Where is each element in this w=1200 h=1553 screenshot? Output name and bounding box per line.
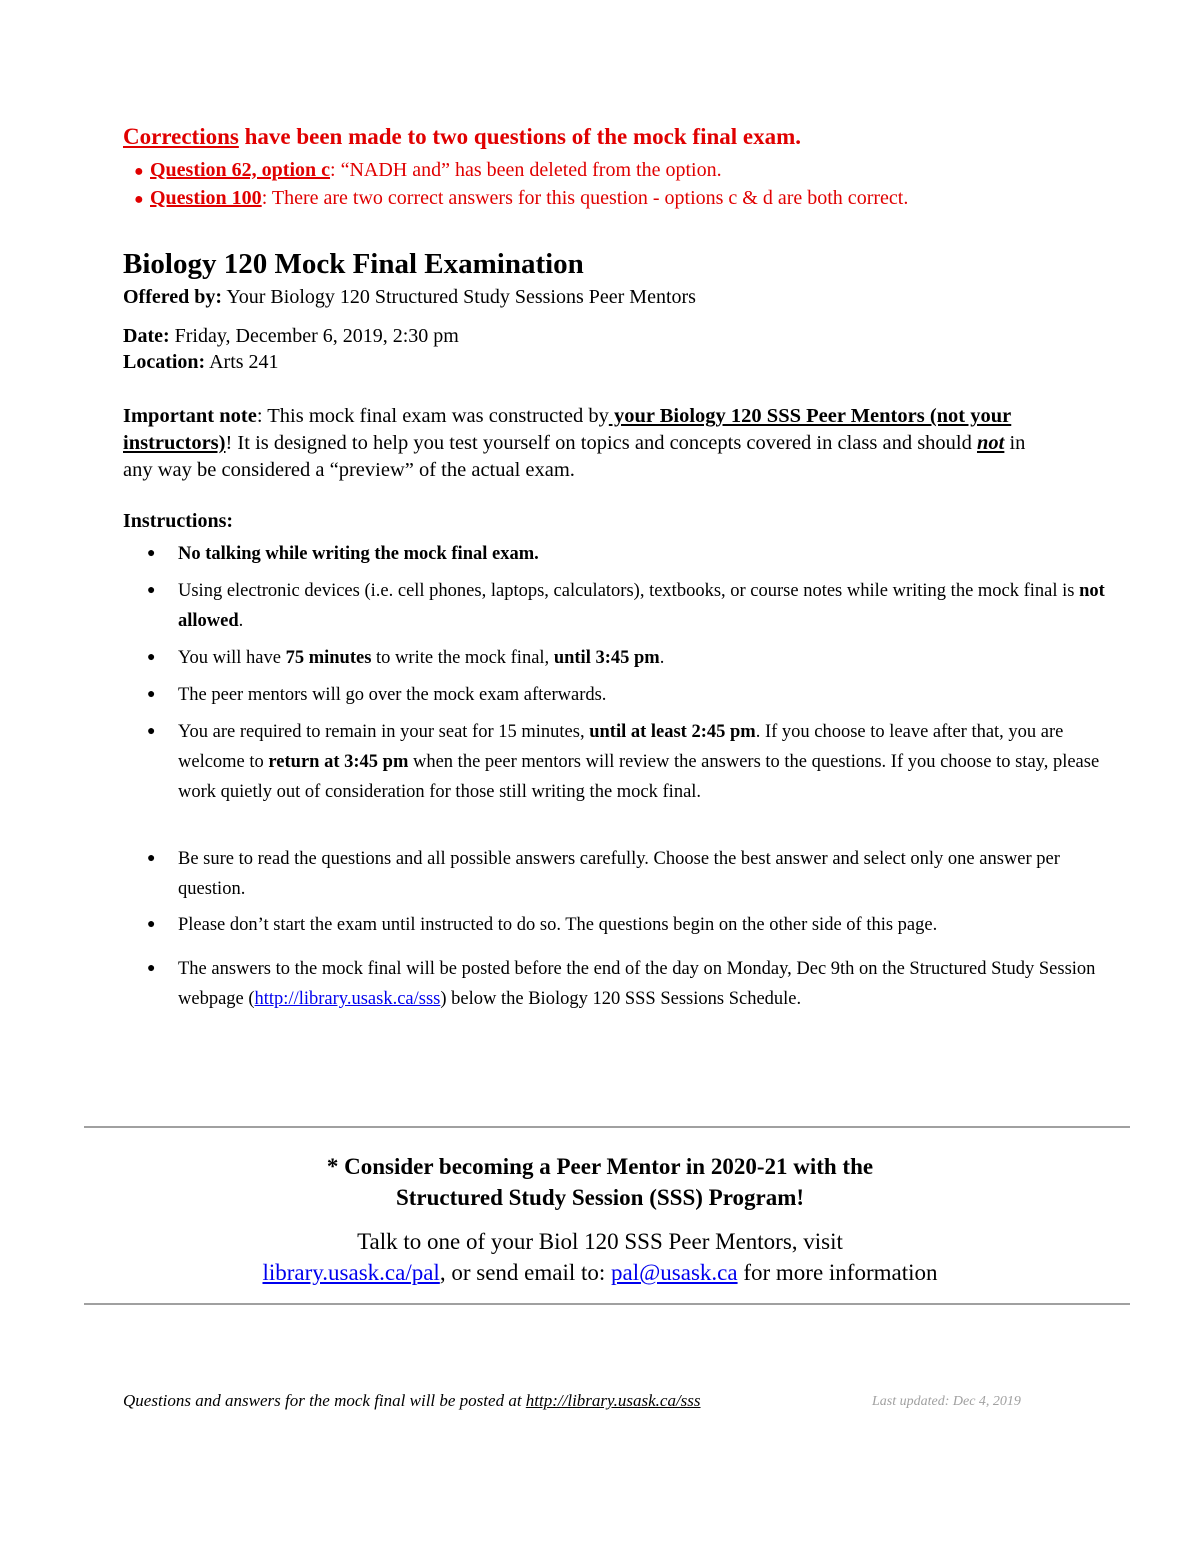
exam-date: Date: Friday, December 6, 2019, 2:30 pm xyxy=(123,325,459,347)
footer-sss-link[interactable]: http://library.usask.ca/sss xyxy=(525,1391,701,1410)
bullet-icon: ● xyxy=(147,851,156,866)
bullet-icon: ● xyxy=(147,961,156,976)
correction-label[interactable]: Question 62, option c xyxy=(150,159,331,181)
instruction-item: ● The peer mentors will go over the mock exam afterwards. xyxy=(178,680,1108,710)
last-updated: Last updated: Dec 4, 2019 xyxy=(872,1394,1021,1409)
bullet-icon: ● xyxy=(147,917,156,932)
divider-top xyxy=(84,1126,1130,1128)
corrections-heading: Corrections have been made to two questions of the mock final exam. xyxy=(123,124,802,149)
instruction-item: ● Please don’t start the exam until instructed to do so. The questions begin on the other side of this page. xyxy=(178,910,1108,940)
sss-webpage-link[interactable]: http://library.usask.ca/sss xyxy=(254,989,441,1009)
instruction-item: ● No talking while writing the mock final exam. xyxy=(178,539,1108,569)
instruction-item: ● The answers to the mock final will be posted before the end of the day on Monday, Dec 9th on the Structured Study Session webpage (http://library.usask.ca/sss) below the Biology 120 SSS Sessions Schedule. xyxy=(178,954,1108,1014)
page-title: Biology 120 Mock Final Examination xyxy=(123,248,584,280)
instructions-title: Instructions: xyxy=(123,510,234,532)
footer-note: Questions and answers for the mock final will be posted at http://library.usask.ca/sss xyxy=(123,1391,701,1410)
correction-label[interactable]: Question 100 xyxy=(150,187,262,209)
pal-email-link[interactable]: pal@usask.ca xyxy=(611,1260,738,1285)
instruction-item: ● Using electronic devices (i.e. cell phones, laptops, calculators), textbooks, or course notes while writing the mock final is not allowed. xyxy=(178,576,1108,636)
bullet-icon: ● xyxy=(147,687,156,702)
bullet-icon: ● xyxy=(134,163,144,180)
promo-line-4: library.usask.ca/pal, or send email to: pal@usask.ca for more information xyxy=(262,1260,938,1285)
bullet-icon: ● xyxy=(147,546,156,561)
promo-line-2: Structured Study Session (SSS) Program! xyxy=(395,1185,805,1210)
promo-line-3: Talk to one of your Biol 120 SSS Peer Mentors, visit xyxy=(357,1229,843,1254)
instruction-item: ● Be sure to read the questions and all possible answers carefully. Choose the best answer and select only one answer per question. xyxy=(178,844,1108,904)
important-note: Important note: This mock final exam was constructed by your Biology 120 SSS Peer Mentors (not your instructors)! It is designed to help you test yourself on topics and concepts covered in class and should not in any way be considered a “preview” of the actual exam. xyxy=(123,405,1026,481)
correction-item-1: ● Question 62, option c: “NADH and” has been deleted from the option. xyxy=(134,159,722,181)
bullet-icon: ● xyxy=(147,724,156,739)
corrections-link[interactable]: Corrections xyxy=(123,124,239,149)
bullet-icon: ● xyxy=(147,583,156,598)
bullet-icon: ● xyxy=(134,191,144,208)
promo-line-1: * Consider becoming a Peer Mentor in 2020-21 with the xyxy=(326,1154,874,1179)
bullet-icon: ● xyxy=(147,650,156,665)
instruction-item: ● You are required to remain in your seat for 15 minutes, until at least 2:45 pm. If you choose to leave after that, you are welcome to return at 3:45 pm when the peer mentors will review the answers to the questions. If you choose to stay, please work quietly out of consideration for those still writing the mock final. xyxy=(178,717,1108,807)
peer-mentor-promo xyxy=(0,1151,1200,1288)
correction-item-2: ● Question 100: There are two correct answers for this question - options c & d are both correct. xyxy=(134,187,909,209)
pal-website-link[interactable]: library.usask.ca/pal xyxy=(262,1260,440,1285)
offered-by: Offered by: Your Biology 120 Structured Study Sessions Peer Mentors xyxy=(123,286,696,308)
divider-bottom xyxy=(84,1303,1130,1305)
exam-location: Location: Arts 241 xyxy=(123,351,279,373)
instruction-item: ● You will have 75 minutes to write the mock final, until 3:45 pm. xyxy=(178,643,1108,673)
